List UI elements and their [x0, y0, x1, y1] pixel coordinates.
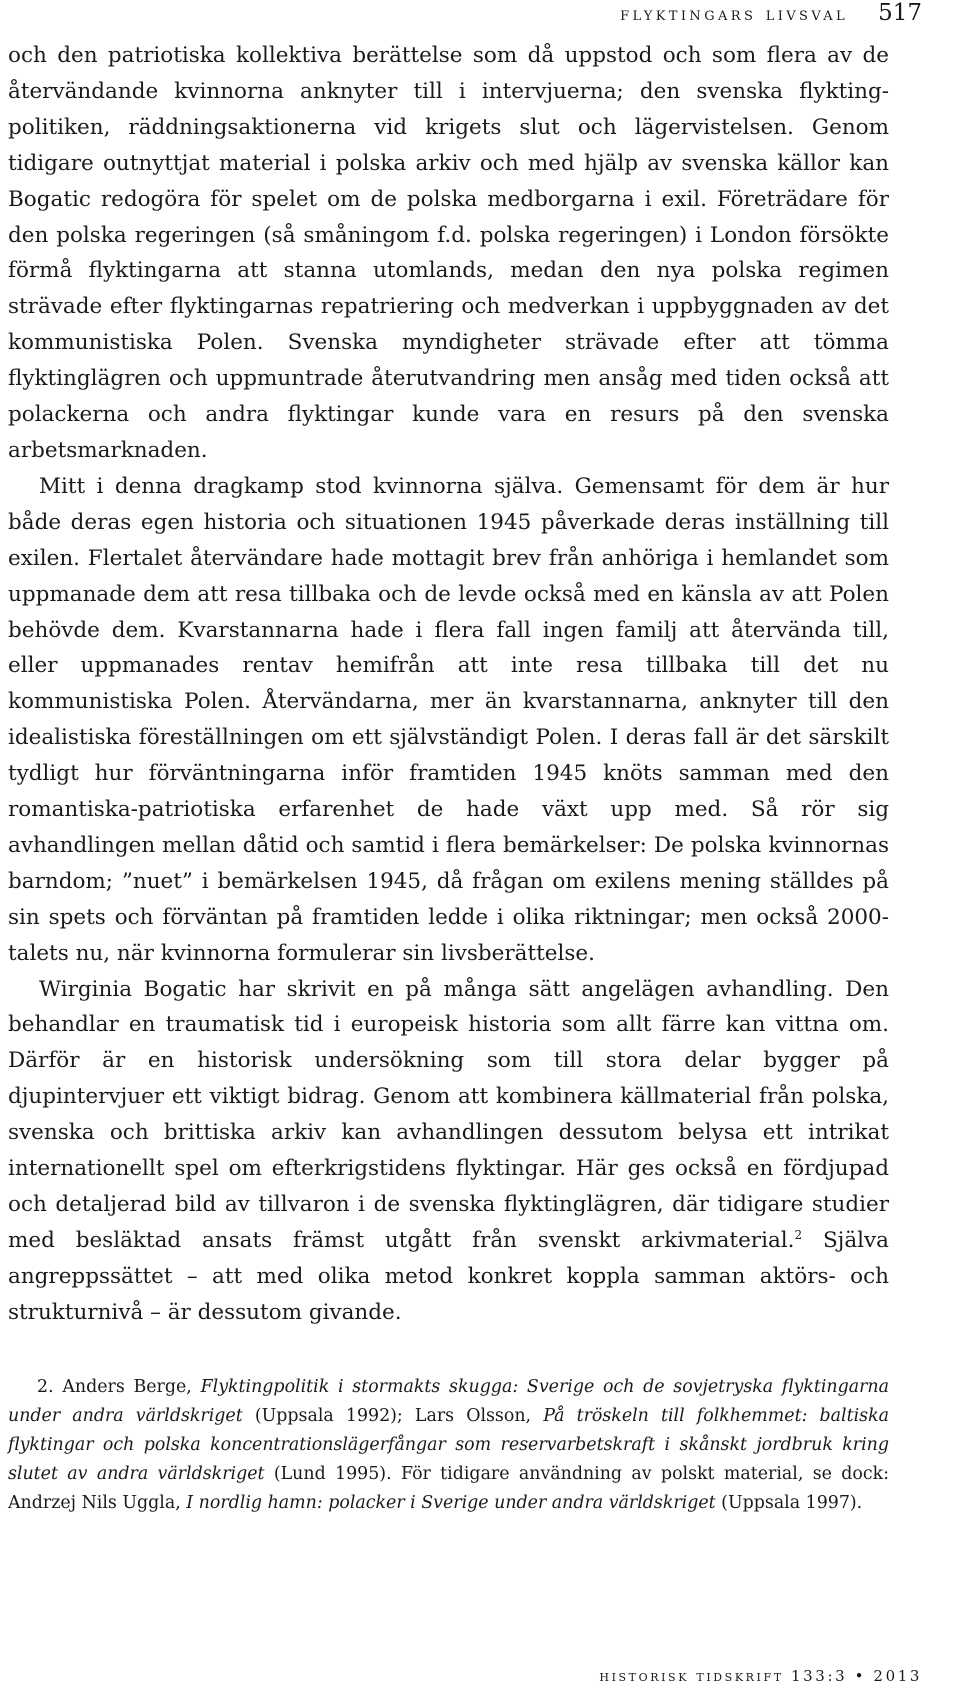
footnote-2	[8, 1373, 889, 1518]
footnote-text: (Lund 1995). För tidigare användning av polskt material, se dock: Andrzej Nils Uggla,	[8, 1464, 889, 1513]
paragraph-3-text-a: Wirginia Bogatic har skrivit en på många sätt angelägen avhandling. Den behandlar en traumatisk tid i europeisk historia som allt färre kan vittna om. Därför är en historisk undersökning som till stora delar bygger på djupintervjuer ett viktigt bidrag. Genom att kombinera källmaterial från polska, svenska och brittiska arkiv kan avhandlingen dessutom belysa ett intrikat internationellt spel om efterkrigstidens flyktingar. Här ges också en fördjupad och detaljerad bild av tillvaron i de svenska flyktinglägren, där tidigare studier med besläktad ansats främst utgått från svenskt arkivmaterial.	[8, 976, 889, 1253]
footnote-text: Anders Berge,	[53, 1377, 201, 1397]
footnote-reference[interactable]: 2	[794, 1227, 803, 1242]
footnote-title: I nordlig hamn: polacker i Sverige under andra världskriget	[186, 1493, 716, 1513]
running-head: flyktingars livsval	[620, 3, 849, 25]
paragraph-1: och den patriotiska kollektiva berättelse som då uppstod och som flera av de återvändande kvinnorna anknyter till i intervjuerna; den svenska flyktingpolitiken, räddningsaktionerna vid krigets slut och lägervistelsen. Genom tidigare outnyttjat material i polska arkiv och med hjälp av svenska källor kan Bogatic redogöra för spelet om de polska medborgarna i exil. Företrädare för den polska regeringen (så småningom f.d. polska regeringen) i London försökte förmå flyktingarna att stanna utomlands, medan den nya polska regimen strävade efter flyktingarnas repatriering och medverkan i uppbyggnaden av det kommunistiska Polen. Svenska myndigheter strävade efter att tömma flyktinglägren och uppmuntrade återutvandring men ansåg med tiden också att polackerna och andra flyktingar kunde vara en resurs på den svenska arbetsmarknaden.	[8, 43, 889, 463]
footnote-title: Flyktingpolitik i stormakts skugga: Sverige och de sovjetryska flyktingarna under andra världskriget	[8, 1377, 889, 1426]
footnote	[8, 1373, 889, 1518]
body-text	[8, 38, 889, 1331]
footnote-text: (Uppsala 1992); Lars Olsson,	[242, 1406, 544, 1426]
journal-name: historisk tidskrift	[599, 1667, 784, 1685]
footnote-number: 2.	[37, 1377, 54, 1397]
footnote-title: På tröskeln till folkhemmet: baltiska flyktingar och polska koncentrationslägerfångar som reservarbetskraft i skånskt jordbruk kring slutet av andra världskriget	[8, 1406, 889, 1484]
paragraph-2: Mitt i denna dragkamp stod kvinnorna själva. Gemensamt för dem är hur både deras egen historia och situationen 1945 påverkade deras inställning till exilen. Flertalet återvändare hade mottagit brev från anhöriga i hemlandet som uppmanade dem att resa tillbaka och de levde också med en känsla av att Polen behövde dem. Kvarstannarna hade i flera fall ingen familj att återvända till, eller uppmanades rentav hemifrån att inte resa tillbaka till det nu kommunistiska Polen. Återvändarna, mer än kvarstannarna, anknyter till den idealistiska föreställningen om ett självständigt Polen. I deras fall är det särskilt tydligt hur förväntningarna inför framtiden 1945 knöts samman med den romantiska-patriotiska erfarenhet de hade växt upp med. Så rör sig avhandlingen mellan dåtid och samtid i flera bemärkelser: De polska kvinnornas barndom; ”nuet” i bemärkelsen 1945, då frågan om exilens mening ställdes på sin spets och förväntan på framtiden ledde i olika riktningar; men också 2000-talets nu, när kvinnorna formulerar sin livsberättelse.	[8, 473, 889, 966]
paragraph-3	[8, 972, 889, 1331]
page-footer	[599, 1667, 922, 1685]
footnote-text: (Uppsala 1997).	[715, 1493, 863, 1513]
journal-issue: 133:3 • 2013	[783, 1667, 922, 1685]
page-number: 517	[878, 0, 922, 26]
page-header	[620, 0, 922, 30]
paragraph-3-text-b: Själva angreppssättet – att med olika metod konkret koppla samman aktörs- och strukturnivå – är dessutom givande.	[8, 1227, 889, 1325]
